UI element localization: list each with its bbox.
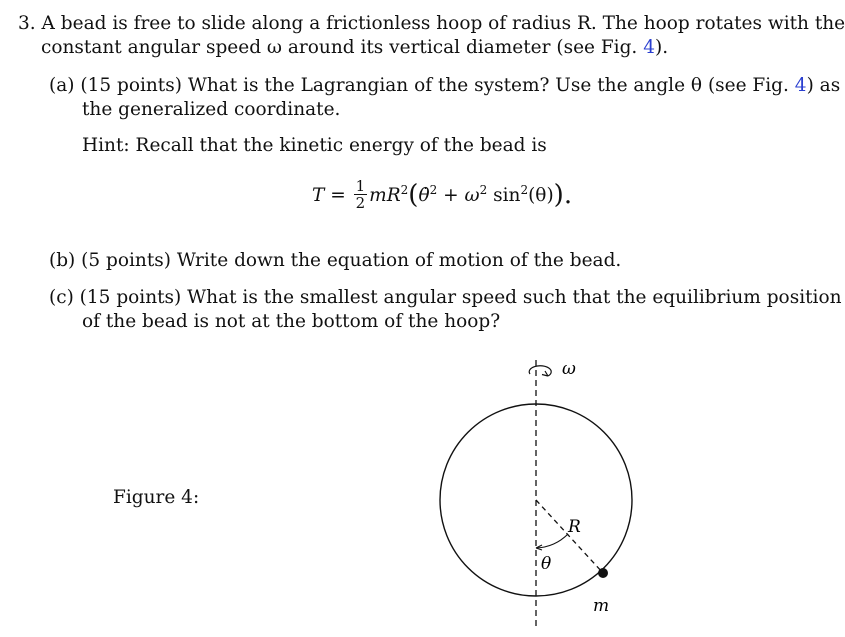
figure-reference-link[interactable]: 4 — [794, 75, 807, 96]
part-c-line-1: (c) (15 points) What is the smallest angular speed such that the equilibrium position — [49, 287, 842, 308]
problem-text-end: ). — [654, 37, 669, 58]
eq-arg: (θ) — [528, 185, 554, 206]
part-a-text: (a) (15 points) What is the Lagrangian of the system? Use the angle θ (see Fig. — [49, 75, 795, 96]
eq-frac-num: 1 — [355, 176, 366, 195]
omega-label: ω — [562, 359, 576, 379]
eq-sup: 2 — [400, 182, 409, 197]
eq-paren-close: ). — [553, 180, 573, 210]
part-a-text-end: ) as — [806, 75, 841, 96]
radius-label: R — [568, 517, 581, 537]
eq-term: mR — [369, 185, 401, 206]
problem-statement-line-1: 3. A bead is free to slide along a frictionless hoop of radius R. The hoop rotates with the — [18, 13, 845, 34]
bead-dot — [598, 568, 608, 578]
rotation-arrowhead — [542, 371, 548, 376]
eq-sup: 2 — [520, 182, 529, 197]
eq-theta-dot: θ̇ — [418, 185, 430, 206]
rotation-arrow — [529, 366, 551, 376]
mass-label: m — [593, 596, 610, 616]
part-c-line-2: of the bead is not at the bottom of the hoop? — [82, 311, 501, 332]
eq-lhs: T = — [312, 185, 346, 206]
eq-sin: sin — [487, 185, 521, 206]
eq-sup: 2 — [479, 182, 488, 197]
eq-paren-open: ( — [408, 180, 419, 210]
part-a-hint: Hint: Recall that the kinetic energy of the bead is — [82, 135, 547, 156]
eq-sup: 2 — [429, 182, 438, 197]
part-a-line-2: the generalized coordinate. — [82, 99, 341, 120]
part-b: (b) (5 points) Write down the equation of motion of the bead. — [49, 250, 622, 271]
figure-reference-link[interactable]: 4 — [643, 37, 655, 58]
eq-frac-den: 2 — [355, 193, 366, 212]
eq-plus-omega: + ω — [437, 185, 480, 206]
problem-text: constant angular speed ω around its vertical diameter (see Fig. — [41, 37, 644, 58]
figure-caption: Figure 4: — [113, 487, 200, 508]
theta-label: θ — [541, 554, 552, 574]
